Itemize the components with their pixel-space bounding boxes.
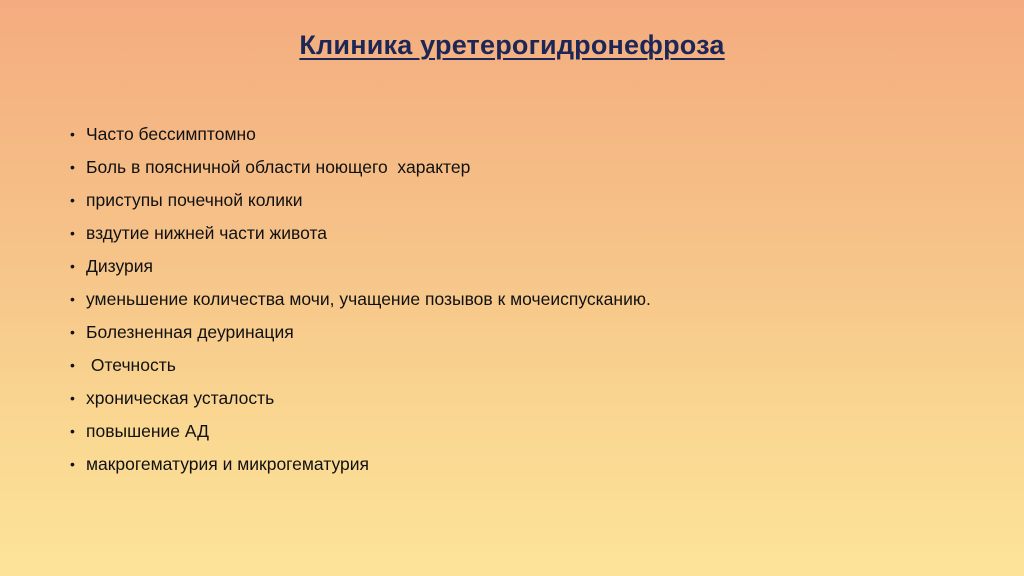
bullet-text: Отечность [86,355,176,375]
bullet-list [70,118,970,481]
bullet-icon: • [70,423,75,439]
bullet-icon: • [70,291,75,307]
bullet-text: вздутие нижней части живота [86,223,328,243]
bullet-icon: • [70,225,75,241]
bullet-item [70,151,970,184]
bullet-text: уменьшение количества мочи, учащение позывов к мочеиспусканию. [86,289,651,309]
bullet-icon: • [70,324,75,340]
bullet-icon: • [70,357,75,373]
bullet-icon: • [70,456,75,472]
bullet-item [70,349,970,382]
bullet-text: Дизурия [86,256,153,276]
slide-title: Клиника уретерогидронефроза [299,30,725,60]
bullet-item [70,448,970,481]
bullet-text: макрогематурия и микрогематурия [86,454,370,474]
bullet-text: Боль в поясничной области ноющего характер [86,157,471,177]
bullet-text: Болезненная деуринация [86,322,294,342]
bullet-item [70,118,970,151]
bullet-item [70,382,970,415]
bullet-icon: • [70,192,75,208]
bullet-item [70,316,970,349]
bullet-text: приступы почечной колики [86,190,303,210]
bullet-item [70,250,970,283]
bullet-icon: • [70,258,75,274]
bullet-item [70,415,970,448]
bullet-icon: • [70,390,75,406]
bullet-icon: • [70,159,75,175]
bullet-item [70,184,970,217]
bullet-text: Часто бессимптомно [86,124,256,144]
bullet-text: повышение АД [86,421,209,441]
bullet-icon: • [70,126,75,142]
bullet-item [70,283,970,316]
bullet-text: хроническая усталость [86,388,275,408]
bullet-item [70,217,970,250]
